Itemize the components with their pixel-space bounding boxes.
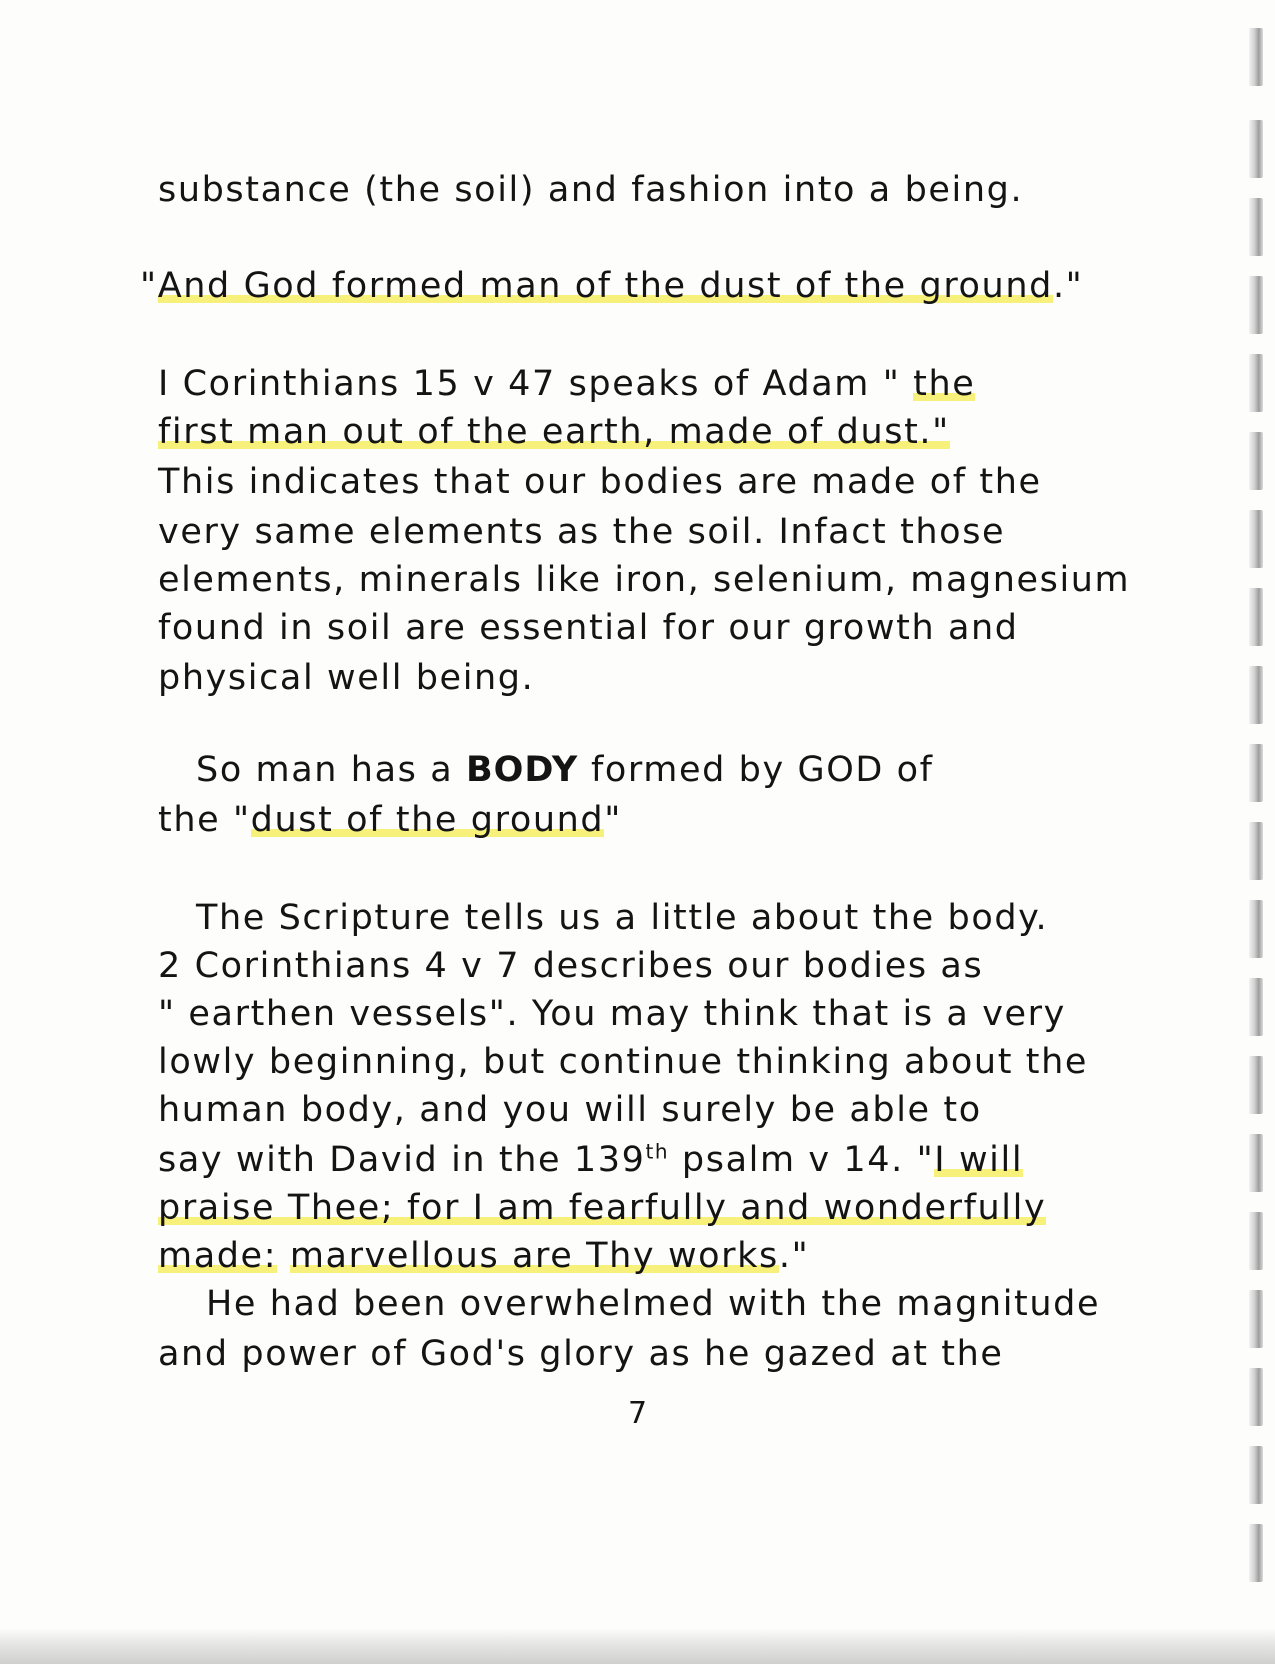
line-text: formed by GOD of — [578, 750, 934, 790]
binding-hole — [1249, 198, 1263, 256]
quote-line — [140, 264, 1083, 308]
line-text: " earthen vessels". You may think that is a very — [158, 994, 1066, 1034]
binding-hole — [1249, 900, 1263, 958]
highlighted-text: the — [913, 364, 976, 404]
binding-hole — [1249, 28, 1263, 86]
text-line — [158, 798, 622, 842]
binding-hole — [1249, 978, 1263, 1036]
text-line — [158, 168, 1023, 212]
binding-hole — [1249, 432, 1263, 490]
highlighted-text: praise Thee; for I am fearfully and wonderfully — [158, 1188, 1047, 1228]
binding-hole — [1249, 354, 1263, 412]
binding-hole — [1249, 1212, 1263, 1270]
text-line — [158, 944, 983, 988]
highlighted-text: dust of the ground — [250, 800, 605, 840]
binding-hole — [1249, 822, 1263, 880]
binding-hole — [1249, 120, 1263, 178]
line-text: substance (the soil) and fashion into a being. — [158, 170, 1024, 210]
text-line — [196, 748, 934, 792]
binding-hole — [1249, 588, 1263, 646]
text-line — [158, 362, 975, 406]
line-text: psalm v 14. " — [669, 1140, 935, 1180]
emphasized-word: BODY — [465, 750, 579, 790]
binding-hole — [1249, 1134, 1263, 1192]
page-number-text: 7 — [628, 1396, 649, 1431]
quote-mark: ." — [1052, 266, 1084, 306]
text-line — [158, 510, 1005, 554]
binding-hole — [1249, 1524, 1263, 1582]
line-text: very same elements as the soil. Infact those — [158, 512, 1006, 552]
line-text: physical well being. — [158, 658, 535, 698]
line-text: 2 Corinthians 4 v 7 describes our bodies as — [158, 946, 984, 986]
highlighted-text: marvellous are Thy works — [289, 1236, 779, 1276]
binding-hole — [1249, 1368, 1263, 1426]
text-line — [158, 558, 1130, 602]
line-text: say with David in the 139 — [158, 1140, 646, 1180]
page-number — [628, 1392, 649, 1436]
quote-mark: ." — [778, 1236, 810, 1276]
binding-hole — [1249, 744, 1263, 802]
line-text — [277, 1236, 290, 1276]
text-line — [158, 1088, 982, 1132]
highlighted-quote: And God formed man of the dust of the ground — [157, 266, 1053, 306]
highlighted-text: first man out of the earth, made of dust." — [158, 412, 950, 452]
text-line — [158, 410, 950, 454]
text-line — [158, 656, 534, 700]
line-text: He had been overwhelmed with the magnitude — [206, 1284, 1101, 1324]
line-text: The Scripture tells us a little about the body. — [196, 898, 1049, 938]
line-text: and power of God's glory as he gazed at the — [158, 1334, 1004, 1374]
line-text: This indicates that our bodies are made of the — [158, 462, 1042, 502]
line-text: I Corinthians 15 v 47 speaks of Adam " — [158, 364, 914, 404]
ordinal-suffix: th — [645, 1139, 670, 1164]
binding-hole — [1249, 276, 1263, 334]
line-text: found in soil are essential for our growth and — [158, 608, 1019, 648]
binding-hole — [1249, 1290, 1263, 1348]
line-text: the " — [158, 800, 251, 840]
text-line — [158, 1040, 1088, 1084]
text-line — [206, 1282, 1100, 1326]
highlighted-text: I will — [934, 1140, 1024, 1180]
quote-mark: " — [604, 800, 622, 840]
text-line — [158, 606, 1019, 650]
binding-hole — [1249, 510, 1263, 568]
highlighted-text: made: — [158, 1236, 278, 1276]
binding-hole — [1249, 1056, 1263, 1114]
page-bottom-edge — [0, 1628, 1275, 1664]
quote-mark: " — [140, 266, 158, 306]
text-line — [158, 992, 1066, 1036]
line-text: So man has a — [196, 750, 466, 790]
binding-hole — [1249, 1446, 1263, 1504]
binding-hole — [1249, 666, 1263, 724]
text-line — [158, 460, 1042, 504]
text-line — [158, 1234, 809, 1278]
text-line — [158, 1138, 1023, 1182]
text-line — [158, 1186, 1046, 1230]
spiral-binding — [1235, 0, 1275, 1640]
line-text: elements, minerals like iron, selenium, magnesium — [158, 560, 1131, 600]
line-text: human body, and you will surely be able to — [158, 1090, 982, 1130]
text-line — [196, 896, 1048, 940]
line-text: lowly beginning, but continue thinking about the — [158, 1042, 1088, 1082]
text-line — [158, 1332, 1004, 1376]
